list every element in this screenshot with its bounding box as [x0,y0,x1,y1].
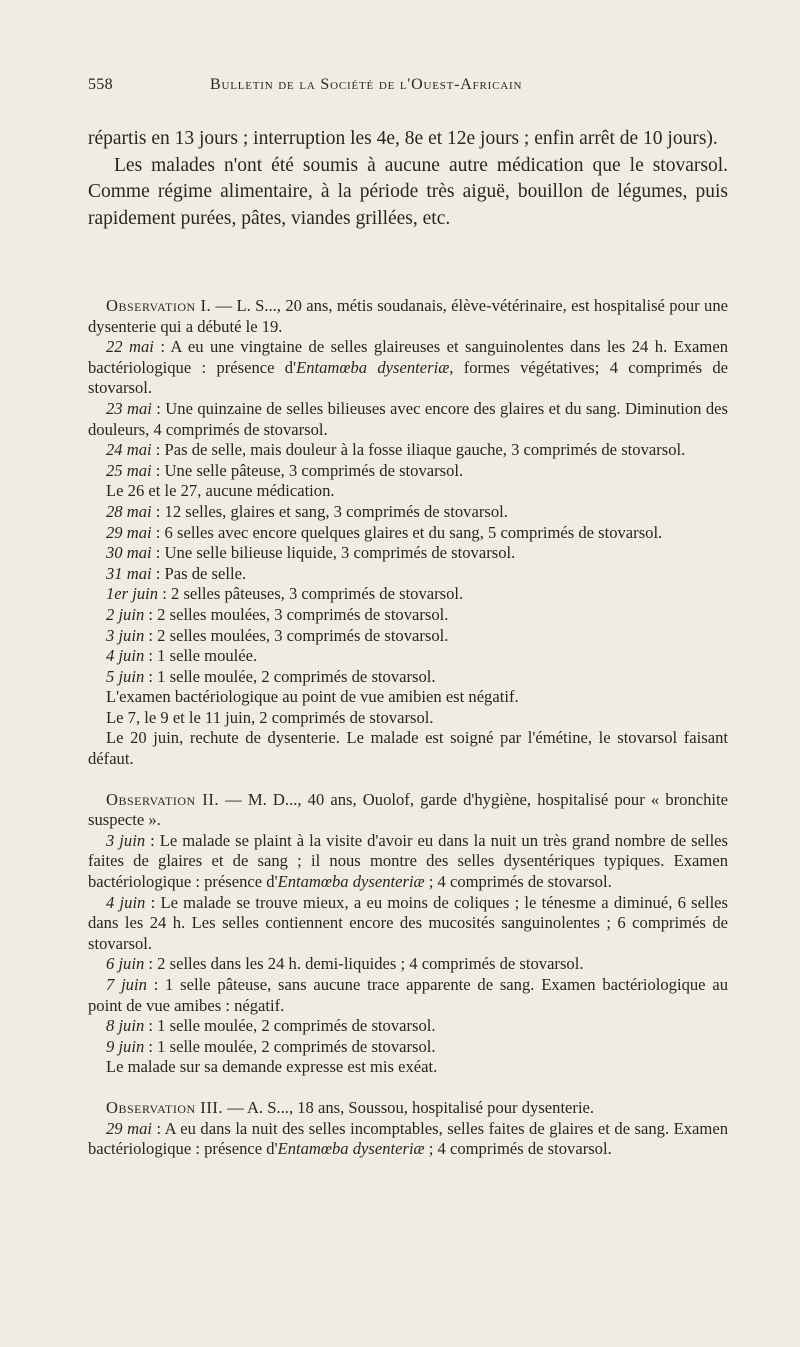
observation-entry [88,1037,728,1058]
observation-entry [88,954,728,975]
entry-date: 22 mai [106,337,154,357]
entry-text: : 2 selles moulées, 3 comprimés de stovarsol. [144,604,449,624]
observation-entry [88,337,728,399]
entry-text: : 2 selles pâteuses, 3 comprimés de stovarsol. [158,584,464,604]
entry-text: : 1 selle moulée, 2 comprimés de stovarsol. [144,1036,436,1056]
entry-date: 8 juin [106,1016,145,1036]
entry-text: Le 26 et le 27, aucune médication. [106,481,335,501]
observations [88,296,728,1160]
entry-date: 3 juin [106,625,145,645]
observation-entry [88,646,728,667]
entry-date: 5 juin [106,666,145,686]
entry-date: 2 juin [106,604,145,624]
entry-date: 25 mai [106,460,152,480]
entry-text: : A eu une vingtaine de selles glaireuses et sanguinolentes dans les 24 h. Examen bactériologique : présence d' [88,337,728,377]
entry-text: : 1 selle moulée. [144,646,258,666]
entry-text: Le 20 juin, rechute de dysenterie. Le malade est soigné par l'émétine, le stovarsol faisant défaut. [88,728,728,769]
observation-label: Observation I. [106,296,212,315]
entry-text-after: ; 4 comprimés de stovarsol. [424,1139,612,1159]
observation-entry [88,564,728,585]
entry-text: : 1 selle moulée, 2 comprimés de stovarsol. [144,666,436,686]
entry-text: Le 7, le 9 et le 11 juin, 2 comprimés de stovarsol. [106,707,434,727]
page-number: 558 [88,76,113,93]
entry-text: Le malade sur sa demande expresse est mis exéat. [106,1057,438,1077]
entry-date: 6 juin [106,954,145,974]
observation-entry [88,605,728,626]
intro-paragraph-1: répartis en 13 jours ; interruption les 4e, 8e et 12e jours ; enfin arrêt de 10 jours). [88,128,718,149]
entry-text: L'examen bactériologique au point de vue amibien est négatif. [106,687,519,707]
observation-header-text: — A. S..., 18 ans, Soussou, hospitalisé pour dysenterie. [223,1097,595,1117]
observation-header-text: — M. D..., 40 ans, Ouolof, garde d'hygiène, hospitalisé pour « bronchite suspecte ». [88,789,728,830]
observation-entry [88,893,728,955]
entry-date: 31 mai [106,563,152,583]
entry-date: 24 mai [106,440,152,460]
entry-text: : 1 selle moulée, 2 comprimés de stovarsol. [144,1016,436,1036]
entry-text: : Pas de selle, mais douleur à la fosse iliaque gauche, 3 comprimés de stovarsol. [151,440,686,460]
observation-entry [88,831,728,893]
entry-date: 4 juin [106,892,146,912]
entry-text: : Une quinzaine de selles bilieuses avec encore des glaires et du sang. Diminution des douleurs, 4 comprimés de stovarsol. [88,398,728,439]
observation-entry [88,399,728,440]
species-name: Entamœba dysenteriæ [277,1139,425,1159]
entry-text: : Une selle bilieuse liquide, 3 comprimés de stovarsol. [151,543,516,563]
observation-entry [88,687,728,708]
entry-text: : 1 selle pâteuse, sans aucune trace apparente de sang. Examen bactériologique au point de vue amibes : négatif. [88,975,728,1015]
observation-entry [88,461,728,482]
observation-entry [88,481,728,502]
observation-entry [88,1057,728,1078]
observation-3-header [88,1098,728,1119]
entry-date: 7 juin [106,975,147,994]
entry-date: 29 mai [106,522,152,542]
entry-text-after: ; 4 comprimés de stovarsol. [424,872,612,892]
intro-paragraph-2: Les malades n'ont été soumis à aucune autre médication que le stovarsol. Comme régime alimentaire, à la période très aiguë, bouillon de légumes, puis rapidement purées, pâtes, viandes grillées, etc. [88,154,728,229]
observation-entry [88,584,728,605]
observation-entry [88,543,728,564]
entry-text: : Pas de selle. [151,563,247,583]
entry-date: 30 mai [106,543,152,563]
species-name: Entamœba dysenteriæ [296,357,450,377]
entry-date: 23 mai [106,398,152,418]
entry-text: : Une selle pâteuse, 3 comprimés de stovarsol. [151,460,464,480]
entry-date: 3 juin [106,830,146,850]
entry-text: : Le malade se trouve mieux, a eu moins de coliques ; le ténesme a diminué, 6 selles dans les 24 h. Les selles contiennent encore des mucosités sanguinolentes ; 6 comprimés de stovarsol. [88,892,729,953]
observation-header-text: — L. S..., 20 ans, métis soudanais, élève-vétérinaire, est hospitalisé pour une dysenterie qui a débuté le 19. [88,296,728,336]
entry-date: 9 juin [106,1036,145,1056]
entry-text: : 2 selles moulées, 3 comprimés de stovarsol. [144,625,449,645]
observation-entry [88,523,728,544]
entry-text: : 12 selles, glaires et sang, 3 comprimés de stovarsol. [151,501,508,521]
entry-date: 29 mai [106,1118,152,1138]
observation-entry [88,1119,728,1160]
entry-text: : A eu dans la nuit des selles incomptables, selles faites de glaires et de sang. Examen bactériologique : présence d' [88,1118,728,1159]
observation-entry [88,708,728,729]
running-title: Bulletin de la Société de l'Ouest-Africain [210,76,523,93]
observation-entry [88,440,728,461]
observation-entry [88,626,728,647]
observation-1-header [88,296,728,337]
entry-text: : 6 selles avec encore quelques glaires et du sang, 5 comprimés de stovarsol. [151,522,663,542]
observation-entry [88,728,728,769]
intro-text [88,126,728,232]
observation-label: Observation III. [106,1097,224,1117]
observation-entry [88,1016,728,1037]
entry-date: 28 mai [106,501,152,521]
observation-entry [88,502,728,523]
entry-text: : Le malade se plaint à la visite d'avoir eu dans la nuit un très grand nombre de selles faites de glaires et de sang ; il nous montre des selles dysentériques typiques. Examen bactériologique : présence d' [88,830,728,892]
species-name: Entamœba dysenteriæ [277,872,425,892]
entry-text-after: , formes végétatives; 4 comprimés de stovarsol. [88,357,728,398]
observation-2-header [88,790,728,831]
entry-date: 1er juin [106,584,159,604]
entry-date: 4 juin [106,646,145,666]
entry-text: : 2 selles dans les 24 h. demi-liquides ; 4 comprimés de stovarsol. [144,954,584,974]
observation-entry [88,667,728,688]
observation-label: Observation II. [106,789,219,809]
observation-entry [88,975,728,1016]
